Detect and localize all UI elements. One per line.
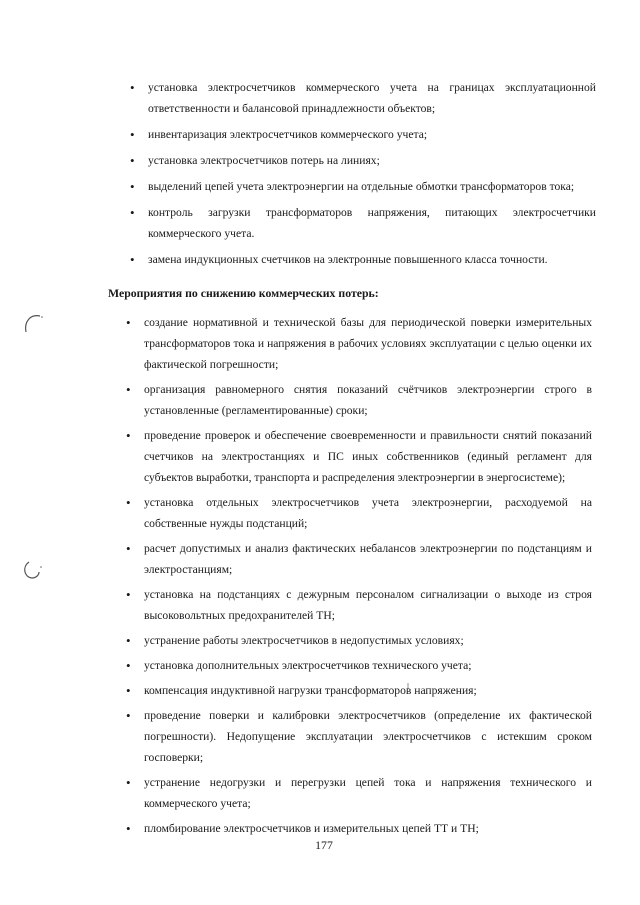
list-item: • организация равномерного снятия показаний счётчиков электроэнергии строго в установленные (регламентированные) сроки; bbox=[144, 379, 592, 421]
list-item: • компенсация индуктивной нагрузки трансформаторов напряжения; bbox=[144, 680, 592, 701]
list-item: • установка на подстанциях с дежурным персоналом сигнализации о выходе из строя высоковольтных предохранителей ТН; bbox=[144, 584, 592, 626]
measures-list-commercial-losses bbox=[144, 312, 592, 843]
list-item: • замена индукционных счетчиков на электронные повышенного класса точности. bbox=[148, 249, 596, 270]
list-item: • установка дополнительных электросчетчиков технического учета; bbox=[144, 655, 592, 676]
section-heading: Мероприятия по снижению коммерческих потерь: bbox=[108, 286, 379, 300]
list-item: • установка электросчетчиков потерь на линиях; bbox=[148, 150, 596, 171]
list-item: • устранение недогрузки и перегрузки цепей тока и напряжения технического и коммерческого учета; bbox=[144, 772, 592, 814]
list-item: • установка отдельных электросчетчиков учета электроэнергии, расходуемой на собственные нужды подстанций; bbox=[144, 492, 592, 534]
list-item: • инвентаризация электросчетчиков коммерческого учета; bbox=[148, 124, 596, 145]
page-number: 177 bbox=[315, 838, 333, 852]
list-item: • создание нормативной и технической базы для периодической поверки измерительных трансформаторов тока и напряжения в рабочих условиях эксплуатации с целью оценки их фактической погрешности; bbox=[144, 312, 592, 375]
list-item: • расчет допустимых и анализ фактических небалансов электроэнергии по подстанциям и электростанциям; bbox=[144, 538, 592, 580]
list-item: • выделений цепей учета электроэнергии на отдельные обмотки трансформаторов тока; bbox=[148, 176, 596, 197]
binder-hole-mark-top bbox=[18, 310, 48, 340]
list-item: • устранение работы электросчетчиков в недопустимых условиях; bbox=[144, 630, 592, 651]
list-item: • контроль загрузки трансформаторов напряжения, питающих электросчетчики коммерческого учета. bbox=[148, 202, 596, 244]
list-item: • проведение проверок и обеспечение своевременности и правильности снятий показаний счетчиков на электростанциях и ПС иных собственников (единый регламент для субъектов выработки, транспорта и распределения электроэнергии в энергосистеме); bbox=[144, 425, 592, 488]
binder-hole-mark-bottom bbox=[18, 557, 48, 587]
list-item: • установка электросчетчиков коммерческого учета на границах эксплуатационной ответственности и балансовой принадлежности объектов; bbox=[148, 77, 596, 119]
measures-list-metering bbox=[148, 77, 596, 275]
list-item: • проведение поверки и калибровки электросчетчиков (определение их фактической погрешности). Недопущение эксплуатации электросчетчиков с истекшим сроком госповерки; bbox=[144, 705, 592, 768]
list-item: • пломбирование электросчетчиков и измерительных цепей ТТ и ТН; bbox=[144, 818, 592, 839]
